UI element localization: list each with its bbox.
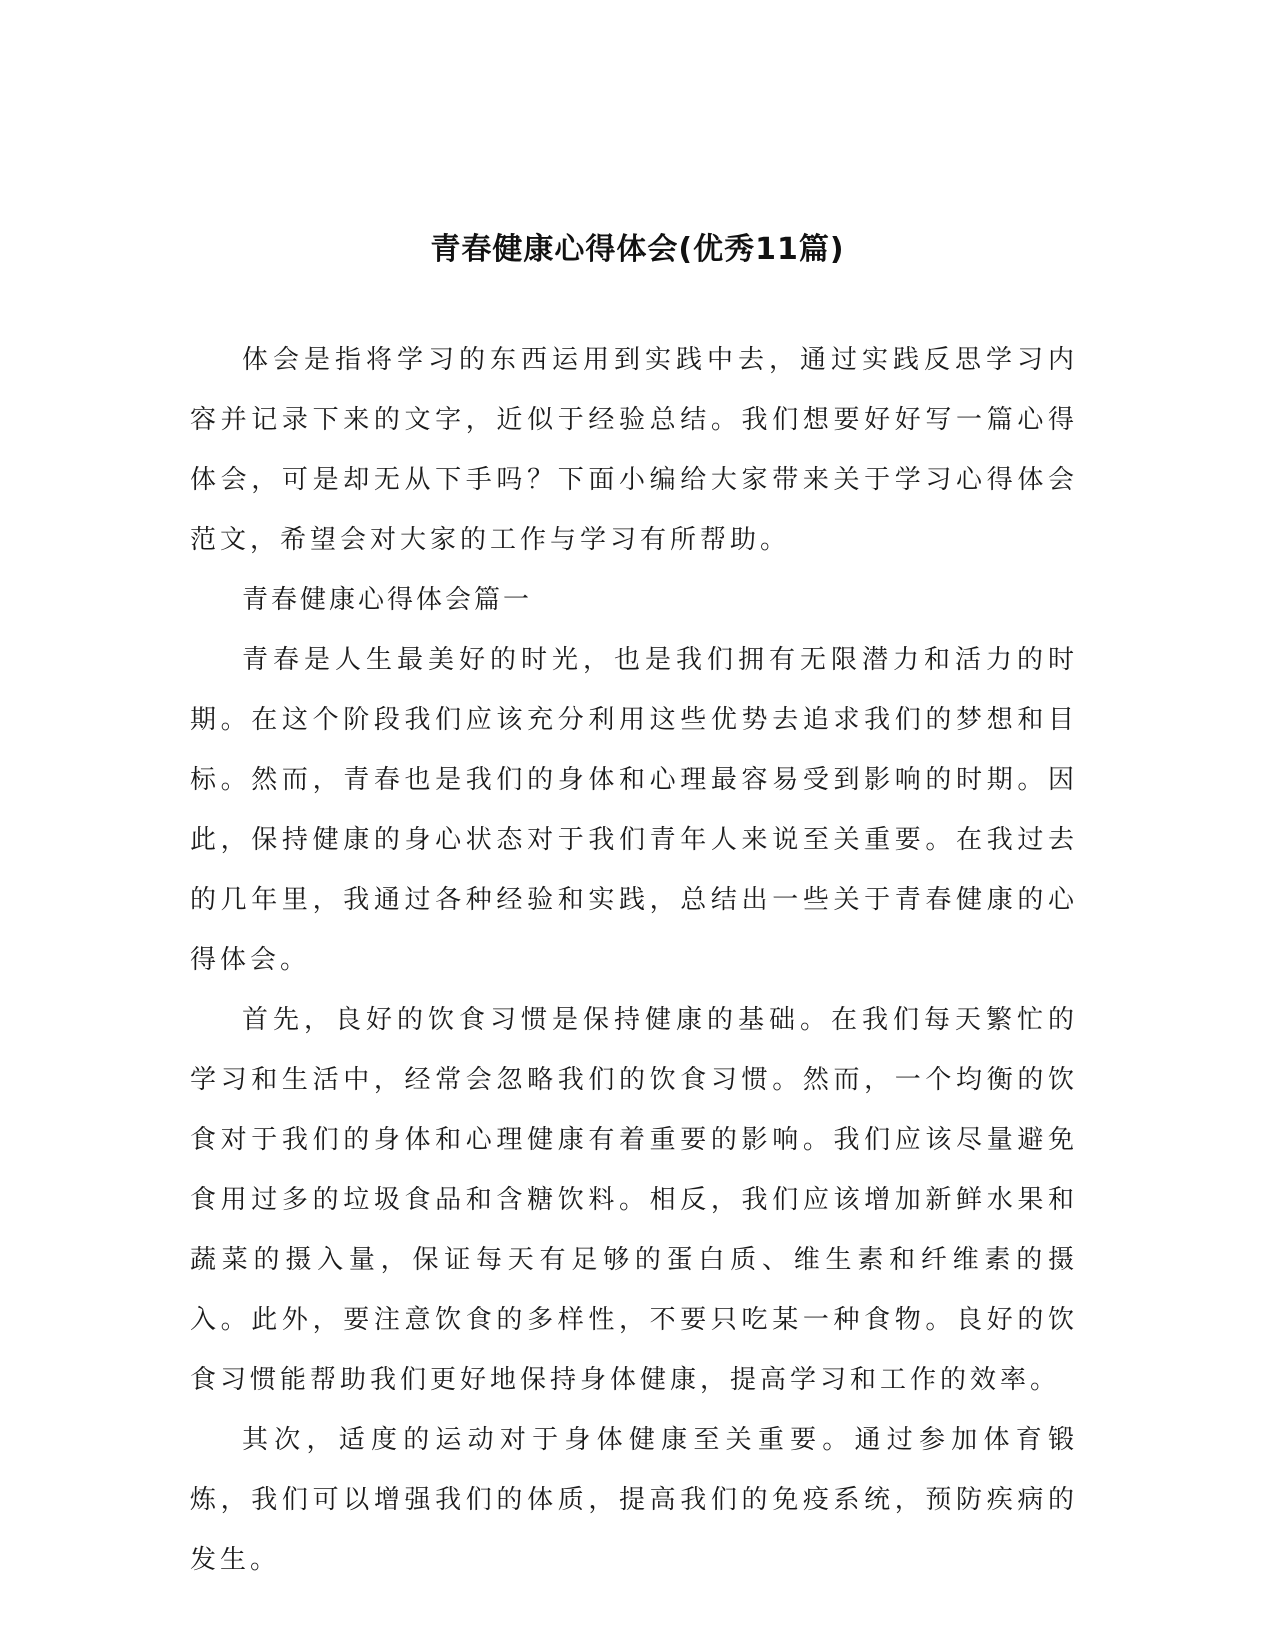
document-title: 青春健康心得体会(优秀11篇)	[430, 232, 845, 268]
body-paragraph-2: 首先，良好的饮食习惯是保持健康的基础。在我们每天繁忙的学习和生活中，经常会忽略我们的饮食习惯。然而，一个均衡的饮食对于我们的身体和心理健康有着重要的影响。我们应该尽量避免食用过多的垃圾食品和含糖饮料。相反，我们应该增加新鲜水果和蔬菜的摄入量，保证每天有足够的蛋白质、维生素和纤维素的摄入。此外，要注意饮食的多样性，不要只吃某一种食物。良好的饮食习惯能帮助我们更好地保持身体健康，提高学习和工作的效率。	[190, 1005, 1078, 1395]
intro-paragraph: 体会是指将学习的东西运用到实践中去，通过实践反思学习内容并记录下来的文字，近似于经验总结。我们想要好好写一篇心得体会，可是却无从下手吗？下面小编给大家带来关于学习心得体会范文，希望会对大家的工作与学习有所帮助。	[190, 345, 1078, 555]
document-body	[190, 330, 1078, 1590]
body-paragraph-1: 青春是人生最美好的时光，也是我们拥有无限潜力和活力的时期。在这个阶段我们应该充分利用这些优势去追求我们的梦想和目标。然而，青春也是我们的身体和心理最容易受到影响的时期。因此，保持健康的身心状态对于我们青年人来说至关重要。在我过去的几年里，我通过各种经验和实践，总结出一些关于青春健康的心得体会。	[190, 645, 1078, 975]
section-heading: 青春健康心得体会篇一	[242, 585, 533, 615]
body-paragraph-3: 其次，适度的运动对于身体健康至关重要。通过参加体育锻炼，我们可以增强我们的体质，提高我们的免疫系统，预防疾病的发生。	[190, 1425, 1078, 1575]
